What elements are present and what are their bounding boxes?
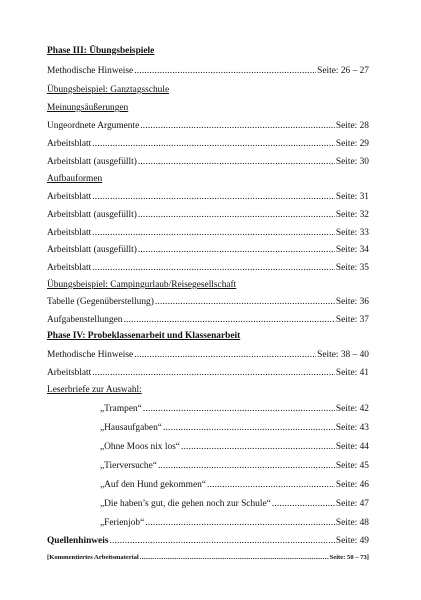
toc-label: Methodische Hinweise — [47, 66, 134, 76]
toc-page: Seite: 29 — [335, 139, 369, 149]
toc-page: Seite: 43 — [335, 423, 369, 433]
toc-page: Seite: 31 — [335, 192, 369, 202]
toc-leader — [138, 243, 335, 258]
toc-leader — [134, 64, 316, 79]
subsection-heading: Leserbriefe zur Auswahl: — [47, 385, 142, 395]
subsection-heading: Meinungsäußerungen — [47, 103, 129, 113]
toc-leader — [140, 550, 329, 565]
toc-leader — [158, 459, 335, 474]
toc-leader — [124, 313, 335, 328]
toc-leader — [272, 497, 335, 512]
toc-leader — [155, 295, 335, 310]
toc-leader — [92, 226, 335, 241]
subsection-heading: Übungsbeispiel: Campingurlaub/Reisegesellschaft — [47, 280, 237, 290]
toc-leader — [92, 190, 335, 205]
toc-page: Seite: 34 — [335, 245, 369, 255]
toc-page: Seite: 46 — [335, 480, 369, 490]
toc-leader — [92, 137, 335, 152]
toc-page: Seite: 36 — [335, 297, 369, 307]
toc-page: Seite: 26 – 27 — [317, 66, 369, 76]
toc-entry — [47, 208, 369, 223]
toc-leader — [138, 155, 335, 170]
toc-entry — [47, 295, 369, 310]
toc-entry — [47, 137, 369, 152]
toc-label: Arbeitsblatt (ausgefüllt) — [47, 245, 137, 255]
toc-label: Arbeitsblatt — [47, 139, 92, 149]
toc-page: Seite: 47 — [335, 499, 369, 509]
toc-label: „Die haben’s gut, die gehen noch zur Schule“ — [100, 499, 271, 509]
toc-leader — [92, 261, 335, 276]
toc-entry-letter — [100, 497, 369, 512]
toc-label: „Trampen“ — [100, 404, 142, 414]
toc-entry-letter — [100, 516, 369, 531]
toc-entry-letter — [100, 459, 369, 474]
toc-entry — [47, 64, 369, 79]
toc-entry-letter — [100, 421, 369, 436]
toc-entry-letter — [100, 440, 369, 455]
subsection-heading: Übungsbeispiel: Ganztagsschule — [47, 85, 170, 95]
toc-leader — [109, 534, 334, 549]
section-heading-phase-3: Phase III: Übungsbeispiele — [47, 46, 155, 56]
toc-leader — [181, 440, 335, 455]
toc-entry — [47, 190, 369, 205]
toc-page: Seite: 45 — [335, 461, 369, 471]
section-heading-phase-4: Phase IV: Probeklassenarbeit und Klassenarbeit — [47, 331, 241, 341]
toc-label: Arbeitsblatt — [47, 263, 92, 273]
toc-label: „Tierversuche“ — [100, 461, 157, 471]
toc-label: Arbeitsblatt (ausgefüllt) — [47, 157, 137, 167]
toc-entry-appendix — [47, 550, 369, 565]
toc-page: Seite: 38 – 40 — [317, 350, 369, 360]
toc-label: „Ohne Moos nix los“ — [100, 442, 180, 452]
toc-leader — [207, 478, 335, 493]
toc-entry-letter — [100, 402, 369, 417]
toc-label: Ungeordnete Argumente — [47, 121, 140, 131]
toc-label: [Kommentiertes Arbeitsmaterial — [47, 554, 139, 561]
toc-leader — [145, 516, 335, 531]
toc-page: Seite: 50 – 73] — [329, 554, 369, 561]
toc-page: Seite: 30 — [335, 157, 369, 167]
toc-label: Aufgabenstellungen — [47, 315, 123, 325]
toc-entry — [47, 261, 369, 276]
toc-entry-sources — [47, 534, 369, 549]
toc-page: Seite: 37 — [335, 315, 369, 325]
toc-entry — [47, 348, 369, 363]
toc-entry — [47, 313, 369, 328]
toc-leader — [92, 366, 335, 381]
toc-entry — [47, 226, 369, 241]
toc-entry-letter — [100, 478, 369, 493]
toc-label: Arbeitsblatt — [47, 228, 92, 238]
toc-leader — [140, 119, 335, 134]
toc-page: Seite: 42 — [335, 404, 369, 414]
toc-label: „Auf den Hund gekommen“ — [100, 480, 206, 490]
toc-leader — [138, 208, 335, 223]
toc-entry — [47, 366, 369, 381]
toc-label: Methodische Hinweise — [47, 350, 134, 360]
toc-label: „Ferienjob“ — [100, 518, 145, 528]
toc-entry — [47, 243, 369, 258]
toc-leader — [163, 421, 335, 436]
toc-page: Seite: 33 — [335, 228, 369, 238]
toc-page: Seite: 49 — [335, 536, 369, 546]
toc-label: Arbeitsblatt — [47, 192, 92, 202]
toc-leader — [134, 348, 316, 363]
toc-label: Tabelle (Gegenüberstellung) — [47, 297, 154, 307]
toc-label: Quellenhinweis — [47, 536, 109, 546]
toc-page: Seite: 32 — [335, 210, 369, 220]
toc-page: Seite: 44 — [335, 442, 369, 452]
toc-page: Seite: 48 — [335, 518, 369, 528]
toc-label: „Hausaufgaben“ — [100, 423, 162, 433]
toc-leader — [143, 402, 335, 417]
toc-page: Seite: 41 — [335, 368, 369, 378]
toc-label: Arbeitsblatt (ausgefüllt) — [47, 210, 137, 220]
toc-page: Seite: 35 — [335, 263, 369, 273]
toc-label: Arbeitsblatt — [47, 368, 92, 378]
subsection-heading: Aufbauformen — [47, 174, 103, 184]
toc-entry — [47, 119, 369, 134]
toc-page: Seite: 28 — [335, 121, 369, 131]
toc-entry — [47, 155, 369, 170]
